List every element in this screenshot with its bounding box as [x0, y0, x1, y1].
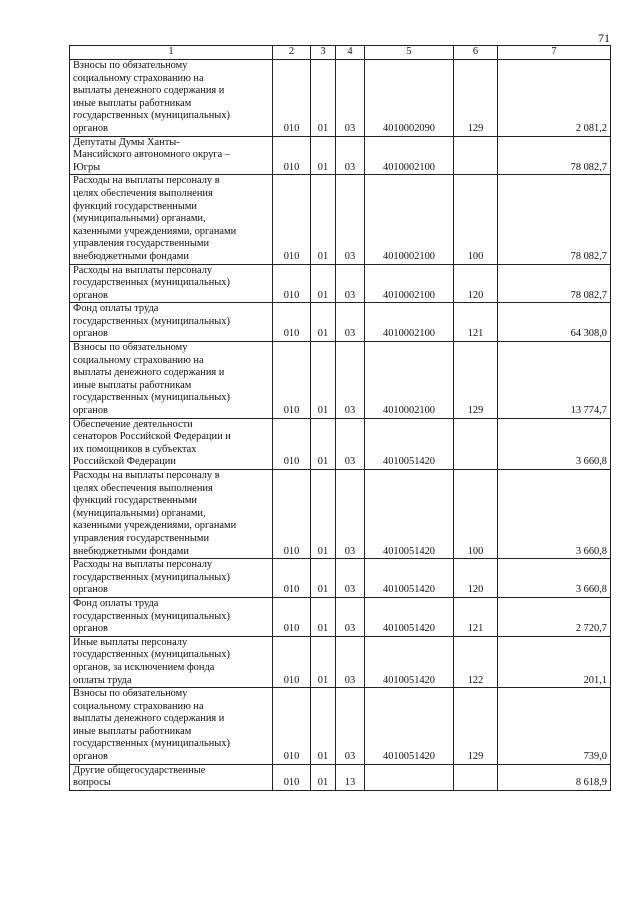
column-header: 2	[273, 46, 311, 60]
row-code-subsection	[336, 175, 365, 264]
row-code-target-text: 4010002090	[383, 122, 435, 134]
row-name	[70, 418, 273, 469]
row-name-text: Взносы по обязательному социальному страхованию на выплаты денежного содержания и иные выплаты работникам государственных (муниципальных) органов	[73, 688, 230, 763]
row-code-subsection-text: 03	[344, 122, 356, 134]
row-code-target-text: 4010002100	[383, 250, 435, 262]
row-code-target	[365, 636, 454, 687]
row-amount-text: 64 308,0	[570, 328, 607, 340]
row-amount	[498, 303, 611, 342]
row-name-text: Обеспечение деятельности сенаторов Российской Федерации и их помощников в субъектах Российской Федерации	[73, 418, 231, 468]
table-row	[70, 136, 611, 175]
row-code-subsection-text: 13	[344, 777, 356, 789]
row-code-section-text: 01	[317, 623, 329, 635]
row-code-section	[311, 264, 336, 303]
row-code-target-text: 4010051420	[383, 584, 435, 596]
row-amount-text: 739,0	[583, 751, 607, 763]
column-header: 3	[311, 46, 336, 60]
budget-table	[69, 45, 611, 791]
row-code-admin	[273, 175, 311, 264]
row-amount-text: 201,1	[583, 674, 607, 686]
row-amount	[498, 636, 611, 687]
row-name-text: Другие общегосударственные вопросы	[73, 764, 206, 789]
row-code-section-text: 01	[317, 328, 329, 340]
row-amount-text: 2 081,2	[575, 122, 607, 134]
row-code-subsection	[336, 303, 365, 342]
table-row	[70, 688, 611, 765]
row-code-subsection	[336, 688, 365, 765]
row-code-target	[365, 559, 454, 598]
row-code-expense-type-text: 122	[467, 674, 484, 686]
row-code-expense-type	[454, 60, 498, 137]
row-code-subsection	[336, 559, 365, 598]
row-code-admin	[273, 688, 311, 765]
row-name	[70, 559, 273, 598]
row-amount-text: 3 660,8	[575, 545, 607, 557]
row-code-target	[365, 60, 454, 137]
row-code-subsection-text: 03	[344, 289, 356, 301]
row-name	[70, 688, 273, 765]
row-code-subsection-text: 03	[344, 328, 356, 340]
row-code-expense-type	[454, 175, 498, 264]
table-row	[70, 559, 611, 598]
column-header: 5	[365, 46, 454, 60]
row-code-subsection	[336, 60, 365, 137]
column-header: 6	[454, 46, 498, 60]
row-code-admin	[273, 636, 311, 687]
column-header: 7	[498, 46, 611, 60]
table-row	[70, 175, 611, 264]
row-code-target-text: 4010051420	[383, 674, 435, 686]
row-code-admin-text: 010	[283, 328, 300, 340]
row-code-section-text: 01	[317, 122, 329, 134]
row-code-expense-type	[454, 303, 498, 342]
row-code-admin-text: 010	[283, 250, 300, 262]
row-amount-text: 78 082,7	[570, 250, 607, 262]
row-code-admin-text: 010	[283, 674, 300, 686]
row-code-target-text: 4010051420	[383, 623, 435, 635]
row-code-subsection	[336, 636, 365, 687]
row-amount	[498, 418, 611, 469]
row-code-admin-text: 010	[283, 405, 300, 417]
row-code-admin	[273, 470, 311, 559]
row-code-admin-text: 010	[283, 122, 300, 134]
row-amount-text: 78 082,7	[570, 161, 607, 173]
row-code-admin	[273, 597, 311, 636]
row-code-expense-type-text: 129	[467, 751, 484, 763]
row-code-admin-text: 010	[283, 584, 300, 596]
row-amount-text: 3 660,8	[575, 456, 607, 468]
table-row	[70, 303, 611, 342]
row-code-target-text: 4010002100	[383, 405, 435, 417]
row-code-subsection-text: 03	[344, 161, 356, 173]
row-amount	[498, 688, 611, 765]
column-header: 1	[70, 46, 273, 60]
row-code-admin-text: 010	[283, 777, 300, 789]
row-code-subsection	[336, 418, 365, 469]
row-code-target	[365, 470, 454, 559]
row-code-admin	[273, 342, 311, 419]
row-code-section	[311, 559, 336, 598]
row-code-target-text: 4010051420	[383, 456, 435, 468]
row-name-text: Депутаты Думы Ханты- Мансийского автономного округа – Югры	[73, 136, 230, 173]
row-code-admin	[273, 418, 311, 469]
row-code-target	[365, 764, 454, 790]
row-name-text: Фонд оплаты труда государственных (муниципальных) органов	[73, 597, 230, 635]
row-code-section	[311, 303, 336, 342]
row-code-expense-type-text: 121	[467, 623, 484, 635]
row-code-section	[311, 418, 336, 469]
row-code-section	[311, 342, 336, 419]
row-code-section-text: 01	[317, 674, 329, 686]
row-name	[70, 175, 273, 264]
table-row	[70, 60, 611, 137]
row-code-section	[311, 764, 336, 790]
row-name-text: Взносы по обязательному социальному страхованию на выплаты денежного содержания и иные выплаты работникам государственных (муниципальных) органов	[73, 342, 230, 417]
row-code-subsection	[336, 597, 365, 636]
column-header: 4	[336, 46, 365, 60]
row-code-admin	[273, 764, 311, 790]
row-code-subsection-text: 03	[344, 674, 356, 686]
row-amount	[498, 597, 611, 636]
row-code-subsection	[336, 764, 365, 790]
row-code-target	[365, 597, 454, 636]
row-code-admin-text: 010	[283, 623, 300, 635]
row-code-target	[365, 342, 454, 419]
row-code-target-text: 4010002100	[383, 328, 435, 340]
row-code-target	[365, 688, 454, 765]
row-name-text: Фонд оплаты труда государственных (муниципальных) органов	[73, 303, 230, 340]
row-code-subsection-text: 03	[344, 545, 356, 557]
row-code-subsection	[336, 470, 365, 559]
row-code-subsection-text: 03	[344, 405, 356, 417]
row-name	[70, 303, 273, 342]
row-code-admin	[273, 303, 311, 342]
row-code-expense-type	[454, 470, 498, 559]
row-code-section	[311, 597, 336, 636]
row-code-target	[365, 175, 454, 264]
row-name-text: Расходы на выплаты персоналу государственных (муниципальных) органов	[73, 264, 230, 301]
row-code-expense-type-text: 120	[467, 289, 484, 301]
row-code-section-text: 01	[317, 161, 329, 173]
row-code-expense-type	[454, 764, 498, 790]
row-code-section	[311, 470, 336, 559]
row-code-section	[311, 136, 336, 175]
table-header-row	[70, 46, 611, 60]
row-code-admin	[273, 264, 311, 303]
row-code-subsection	[336, 136, 365, 175]
row-code-target-text: 4010051420	[383, 545, 435, 557]
row-amount	[498, 264, 611, 303]
row-code-section	[311, 175, 336, 264]
row-code-admin	[273, 559, 311, 598]
row-code-target	[365, 303, 454, 342]
row-code-section	[311, 688, 336, 765]
row-code-expense-type	[454, 264, 498, 303]
row-amount	[498, 559, 611, 598]
row-code-subsection-text: 03	[344, 623, 356, 635]
row-code-expense-type-text: 100	[467, 545, 484, 557]
row-code-expense-type	[454, 342, 498, 419]
row-amount-text: 78 082,7	[570, 289, 607, 301]
row-code-subsection-text: 03	[344, 250, 356, 262]
row-code-subsection-text: 03	[344, 456, 356, 468]
row-code-section	[311, 60, 336, 137]
row-code-expense-type-text: 100	[467, 250, 484, 262]
row-name-text: Взносы по обязательному социальному страхованию на выплаты денежного содержания и иные выплаты работникам государственных (муниципальных) органов	[73, 60, 230, 134]
row-name	[70, 264, 273, 303]
row-code-expense-type-text: 121	[467, 328, 484, 340]
row-code-admin	[273, 60, 311, 137]
table-row	[70, 264, 611, 303]
row-code-subsection-text: 03	[344, 584, 356, 596]
row-code-subsection-text: 03	[344, 751, 356, 763]
table-row	[70, 636, 611, 687]
table-row	[70, 342, 611, 419]
row-code-expense-type	[454, 636, 498, 687]
row-code-section-text: 01	[317, 584, 329, 596]
row-name	[70, 470, 273, 559]
table-row	[70, 470, 611, 559]
row-code-admin-text: 010	[283, 545, 300, 557]
row-code-expense-type-text: 120	[467, 584, 484, 596]
row-code-expense-type	[454, 688, 498, 765]
row-name	[70, 636, 273, 687]
row-name	[70, 764, 273, 790]
row-code-section-text: 01	[317, 751, 329, 763]
row-amount	[498, 342, 611, 419]
row-code-target-text: 4010051420	[383, 751, 435, 763]
row-code-admin-text: 010	[283, 161, 300, 173]
row-name-text: Расходы на выплаты персоналу в целях обеспечения выполнения функций государственными (муниципальными) органами, казенными учреждениями, органами управления государственными внебюджетными фондами	[73, 175, 237, 262]
row-amount-text: 2 720,7	[575, 623, 607, 635]
row-name-text: Расходы на выплаты персоналу в целях обеспечения выполнения функций государственными (муниципальными) органами, казенными учреждениями, органами управления государственными внебюджетными фондами	[73, 470, 237, 557]
row-code-expense-type	[454, 136, 498, 175]
row-code-target	[365, 264, 454, 303]
row-code-expense-type-text: 129	[467, 405, 484, 417]
row-code-expense-type-text: 129	[467, 122, 484, 134]
table-row	[70, 418, 611, 469]
row-code-section	[311, 636, 336, 687]
row-code-target	[365, 418, 454, 469]
row-code-section-text: 01	[317, 405, 329, 417]
row-name-text: Расходы на выплаты персоналу государственных (муниципальных) органов	[73, 559, 230, 596]
row-code-subsection	[336, 264, 365, 303]
row-code-section-text: 01	[317, 289, 329, 301]
row-amount-text: 8 618,9	[575, 777, 607, 789]
row-code-section-text: 01	[317, 777, 329, 789]
row-code-target-text: 4010002100	[383, 161, 435, 173]
row-code-subsection	[336, 342, 365, 419]
row-name	[70, 136, 273, 175]
row-name	[70, 342, 273, 419]
table-row	[70, 597, 611, 636]
table-row	[70, 764, 611, 790]
row-amount	[498, 175, 611, 264]
row-code-section-text: 01	[317, 250, 329, 262]
row-code-section-text: 01	[317, 456, 329, 468]
row-amount	[498, 60, 611, 137]
row-name	[70, 597, 273, 636]
row-code-expense-type	[454, 597, 498, 636]
row-code-target-text: 4010002100	[383, 289, 435, 301]
row-name-text: Иные выплаты персоналу государственных (муниципальных) органов, за исключением фонда оплаты труда	[73, 636, 230, 686]
row-amount	[498, 136, 611, 175]
row-amount-text: 3 660,8	[575, 584, 607, 596]
row-code-admin	[273, 136, 311, 175]
row-amount-text: 13 774,7	[570, 405, 607, 417]
row-amount	[498, 764, 611, 790]
row-code-section-text: 01	[317, 545, 329, 557]
row-code-expense-type	[454, 559, 498, 598]
row-code-admin-text: 010	[283, 456, 300, 468]
row-code-admin-text: 010	[283, 289, 300, 301]
row-code-expense-type	[454, 418, 498, 469]
row-code-target	[365, 136, 454, 175]
row-amount	[498, 470, 611, 559]
page-number: 71	[598, 31, 610, 45]
row-name	[70, 60, 273, 137]
row-code-admin-text: 010	[283, 751, 300, 763]
